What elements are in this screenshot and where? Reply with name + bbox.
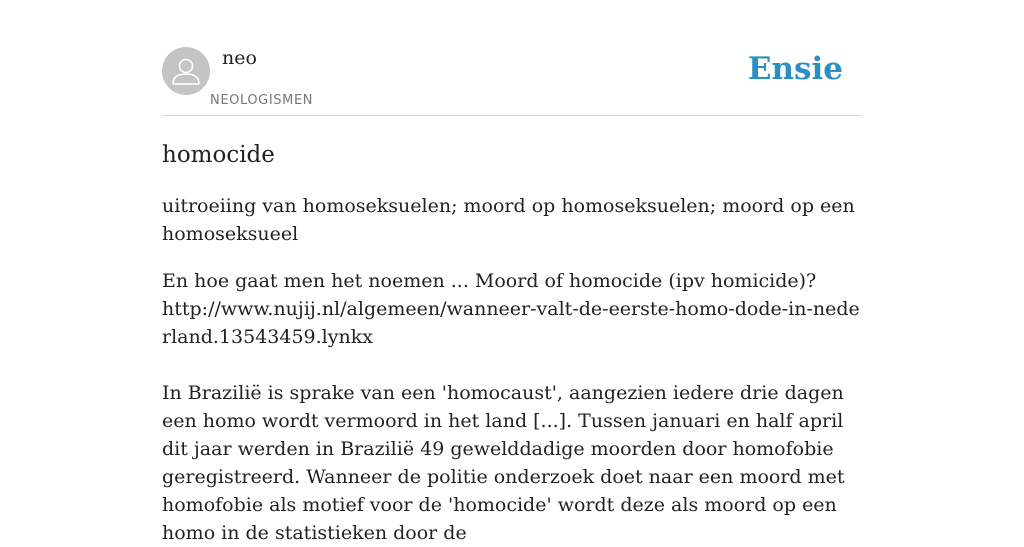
user-silhouette-icon <box>162 47 210 95</box>
ensie-logo[interactable]: Ensie <box>747 51 843 87</box>
example-line: En hoe gaat men het noemen ... Moord of homocide (ipv homicide)? <box>162 270 817 292</box>
entry-header <box>162 0 862 116</box>
entry-example <box>162 267 862 547</box>
paragraph-gap <box>162 351 862 379</box>
example-paragraph: In Brazilië is sprake van een 'homocaust', aangezien iedere drie dagen een homo wordt vermoord in het land [...]. Tussen januari en half april dit jaar werden in Brazilië 49 gewelddadige moorden door homofobie geregistreerd. Wanneer de politie onderzoek doet naar een moord met homofobie als motief voor de 'homocide' wordt deze als moord op een homo in de statistieken door de <box>162 382 845 544</box>
entry-definition: uitroeiing van homoseksuelen; moord op homoseksuelen; moord op een homoseksueel <box>162 195 855 245</box>
example-url: http://www.nujij.nl/algemeen/wanneer-valt-de-eerste-homo-dode-in-nederland.13543459.lynkx <box>162 298 860 348</box>
entry-page <box>162 0 862 544</box>
entry-title: homocide <box>162 142 275 168</box>
author-name[interactable]: neo <box>222 47 257 69</box>
avatar[interactable] <box>162 47 210 95</box>
category-tag[interactable]: NEOLOGISMEN <box>210 93 314 108</box>
